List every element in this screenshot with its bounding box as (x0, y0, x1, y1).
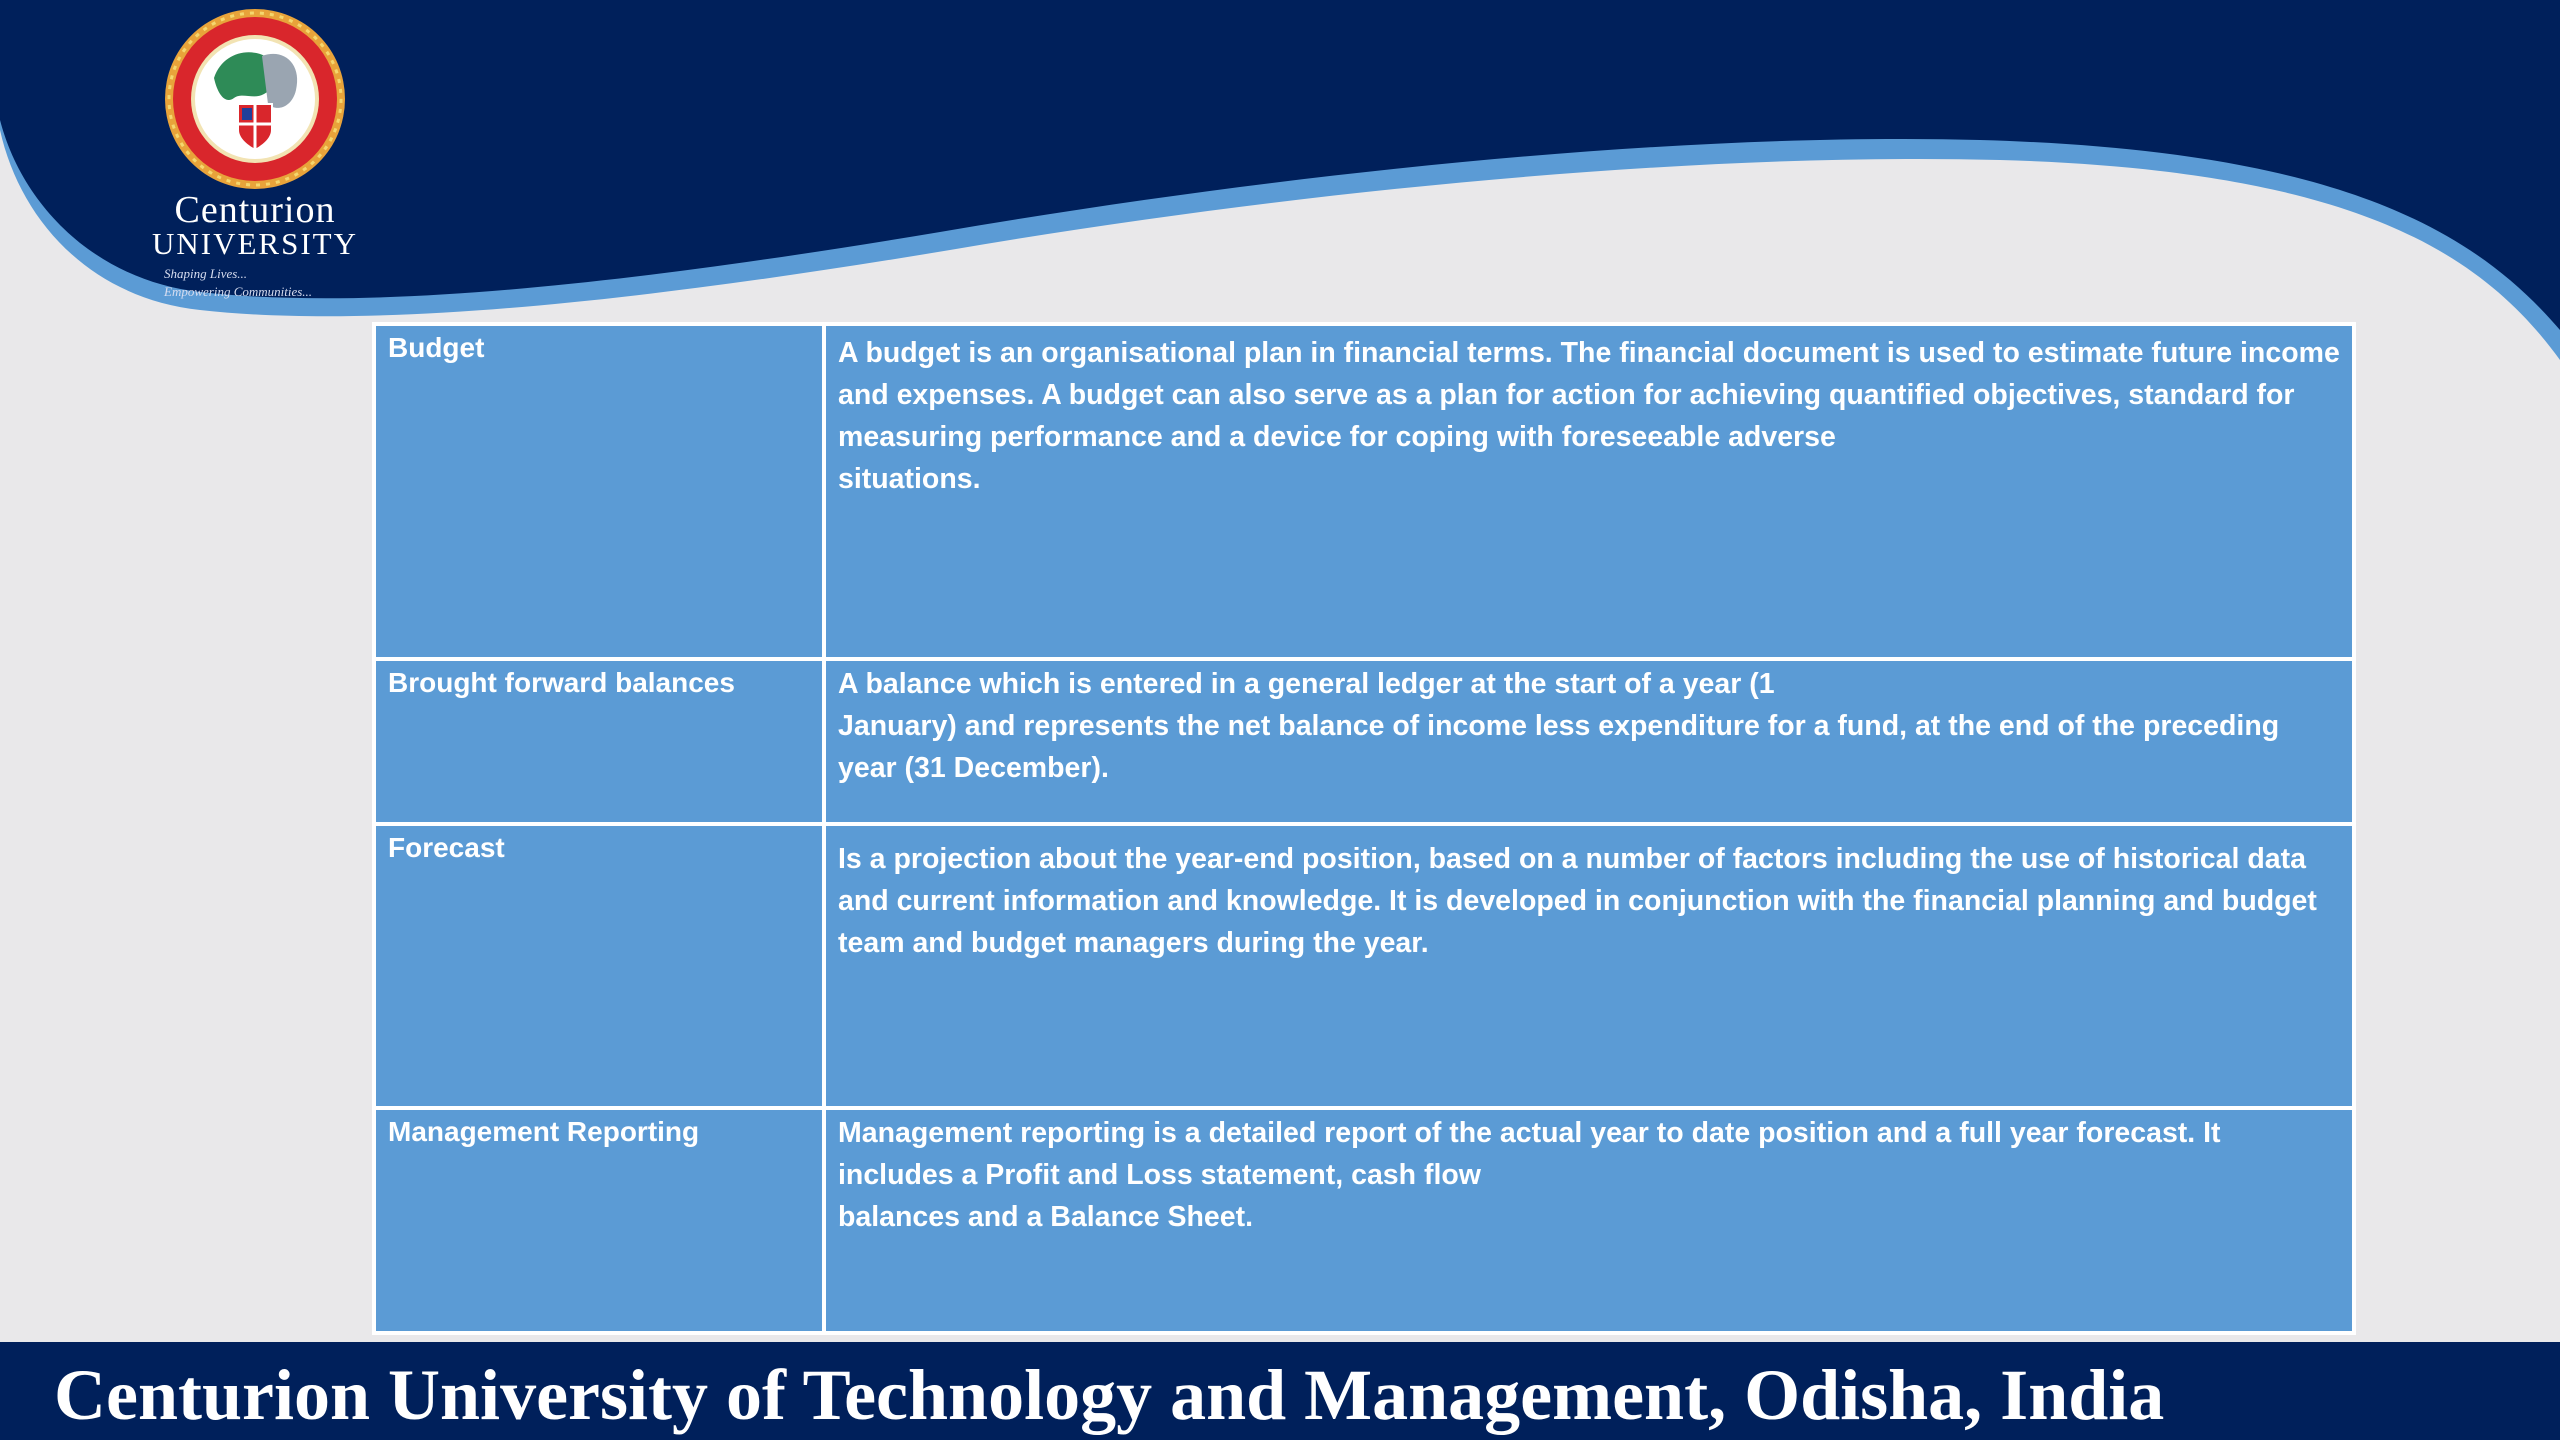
university-logo (150, 8, 370, 308)
table-row (374, 824, 2354, 1108)
definition-cell (824, 824, 2354, 1108)
table-row (374, 324, 2354, 659)
glossary-table (372, 322, 2356, 1335)
table-row (374, 1108, 2354, 1333)
definition-text: Is a projection about the year-end position, based on a number of factors including the use of historical data and current information and knowledge. It is developed in conjunction with the financial planning and budget team and budget managers during the year. (838, 843, 2317, 959)
definition-text: balances and a Balance Sheet. (838, 1201, 1254, 1233)
term-cell: Brought forward balances (374, 659, 824, 824)
logo-tagline-line2: Empowering Communities... (164, 284, 313, 299)
definition-text: A budget is an organisational plan in financial terms. The financial document is used to estimate future income and expenses. A budget can also serve as a plan for action for achieving quantified objectives, standard for measuring performance and a device for coping with foreseeable adverse (838, 337, 2340, 453)
term-cell: Forecast (374, 824, 824, 1108)
footer-banner (0, 1342, 2560, 1440)
term-cell: Management Reporting (374, 1108, 824, 1333)
logo-tagline-line1: Shaping Lives... (164, 266, 248, 281)
university-seal-icon (164, 8, 346, 190)
definition-text: Management reporting is a detailed report of the actual year to date position and a full year forecast. It includes a Profit and Loss statement, cash flow (838, 1117, 2221, 1191)
footer-title: Centurion University of Technology and Management, Odisha, India (54, 1355, 2165, 1435)
term-cell: Budget (374, 324, 824, 659)
definition-cell (824, 659, 2354, 824)
definition-cell (824, 1108, 2354, 1333)
definition-text: January) and represents the net balance of income less expenditure for a fund, at the end of the preceding year (31 December). (838, 710, 2280, 784)
definition-text: situations. (838, 463, 981, 495)
definition-text: A balance which is entered in a general ledger at the start of a year (1 (838, 668, 1775, 700)
logo-name-line2: UNIVERSITY (152, 226, 358, 261)
table-row (374, 659, 2354, 824)
definition-cell (824, 324, 2354, 659)
logo-name-line1: Centurion (174, 189, 336, 231)
